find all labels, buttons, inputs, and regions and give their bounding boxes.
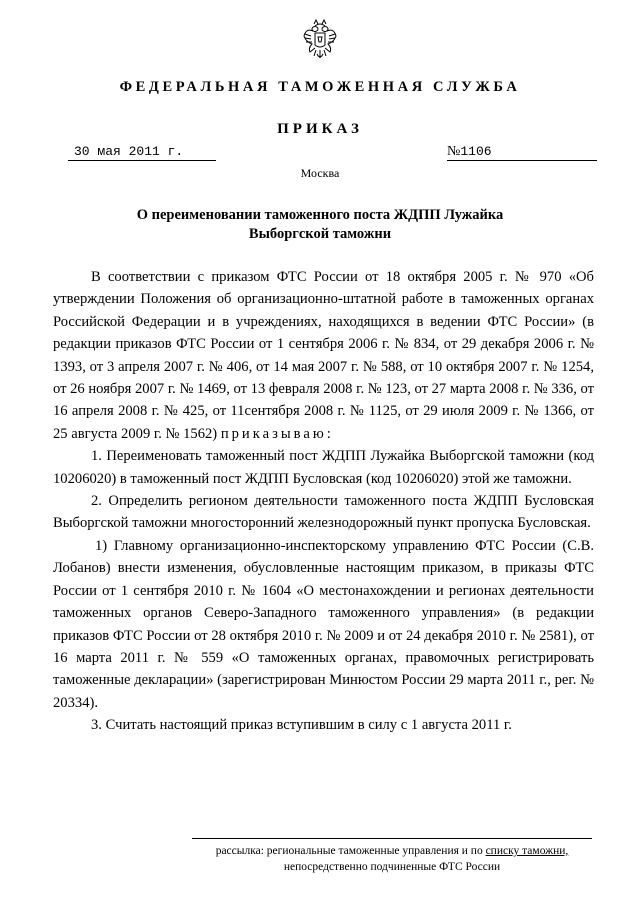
title-line-2: Выборгской таможни: [248, 226, 392, 242]
number-sign: №: [447, 144, 461, 159]
paragraph-subitem-1: 1) Главному организационно-инспекторскому управлению ФТС России (С.В. Лобанов) внести изменения, обусловленные настоящим приказом, в приказы ФТС России от 1 сентября 2010 г. № 1604 «О местонахождении и регионах деятельности таможенных органов Северо-Западного таможенного управления» (в редакции приказов ФТС России от 28 октября 2010 г. № 2009 и от 24 декабря 2010 г. № 2581), от 16 марта 2011 г. № 559 «О таможенных органах, правомочных регистрировать таможенные декларации» (зарегистрирован Минюстом России 29 марта 2011 г., рег. № 20334).: [53, 537, 594, 711]
paragraph-preamble: [53, 266, 594, 445]
paragraph-item-3: 3. Считать настоящий приказ вступившим в силу с 1 августа 2011 г.: [91, 717, 512, 734]
order-word: приказываю:: [220, 425, 334, 442]
coat-of-arms-emblem: [302, 18, 338, 62]
document-type: ПРИКАЗ: [277, 121, 363, 137]
order-number: [447, 144, 597, 161]
paragraph-item-1: 1. Переименовать таможенный пост ЖДПП Лужайка Выборгской таможни (код 10206020) в таможенный пост ЖДПП Бусловская (код 10206020) этой же таможни.: [53, 448, 594, 487]
mailing-prefix: рассылка: региональные таможенные управления и по: [215, 845, 486, 857]
title-line-1: О переименовании таможенного поста ЖДПП Лужайка: [136, 207, 504, 223]
document-title: [60, 206, 580, 244]
mailing-underlined: списку таможни,: [485, 845, 569, 857]
preamble-text: В соответствии с приказом ФТС России от 18 октября 2005 г. № 970 «Об утверждении Положения об организационно-штатной работе в таможенных органах Российской Федерации и в учреждениях, находящихся в ведении ФТС России» (в редакции приказов ФТС России от 1 сентября 2006 г. № 834, от 29 декабря 2006 г. № 1393, от 3 апреля 2007 г. № 406, от 14 мая 2007 г. № 588, от 10 октября 2007 г. № 1254, от 26 ноября 2007 г. № 1469, от 13 февраля 2008 г. № 123, от 27 марта 2008 г. № 336, от 16 апреля 2008 г. № 425, от 11сентября 2008 г. № 1125, от 29 июля 2009 г. № 1366, от 25 августа 2009 г. № 1562): [53, 269, 594, 442]
mailing-list: [192, 838, 592, 875]
agency-name: ФЕДЕРАЛЬНАЯ ТАМОЖЕННАЯ СЛУЖБА: [119, 79, 521, 95]
number-value: 1106: [460, 144, 492, 159]
paragraph-item-2: 2. Определить регионом деятельности таможенного поста ЖДПП Бусловская Выборгской таможни многосторонний железнодорожный пункт пропуска Бусловская.: [53, 493, 594, 532]
mailing-line-2: непосредственно подчиненные ФТС России: [283, 861, 501, 873]
document-body: [53, 266, 594, 737]
city: Москва: [300, 166, 340, 180]
order-date: 30 мая 2011 г.: [68, 144, 216, 161]
mailing-line-1: [192, 843, 592, 859]
